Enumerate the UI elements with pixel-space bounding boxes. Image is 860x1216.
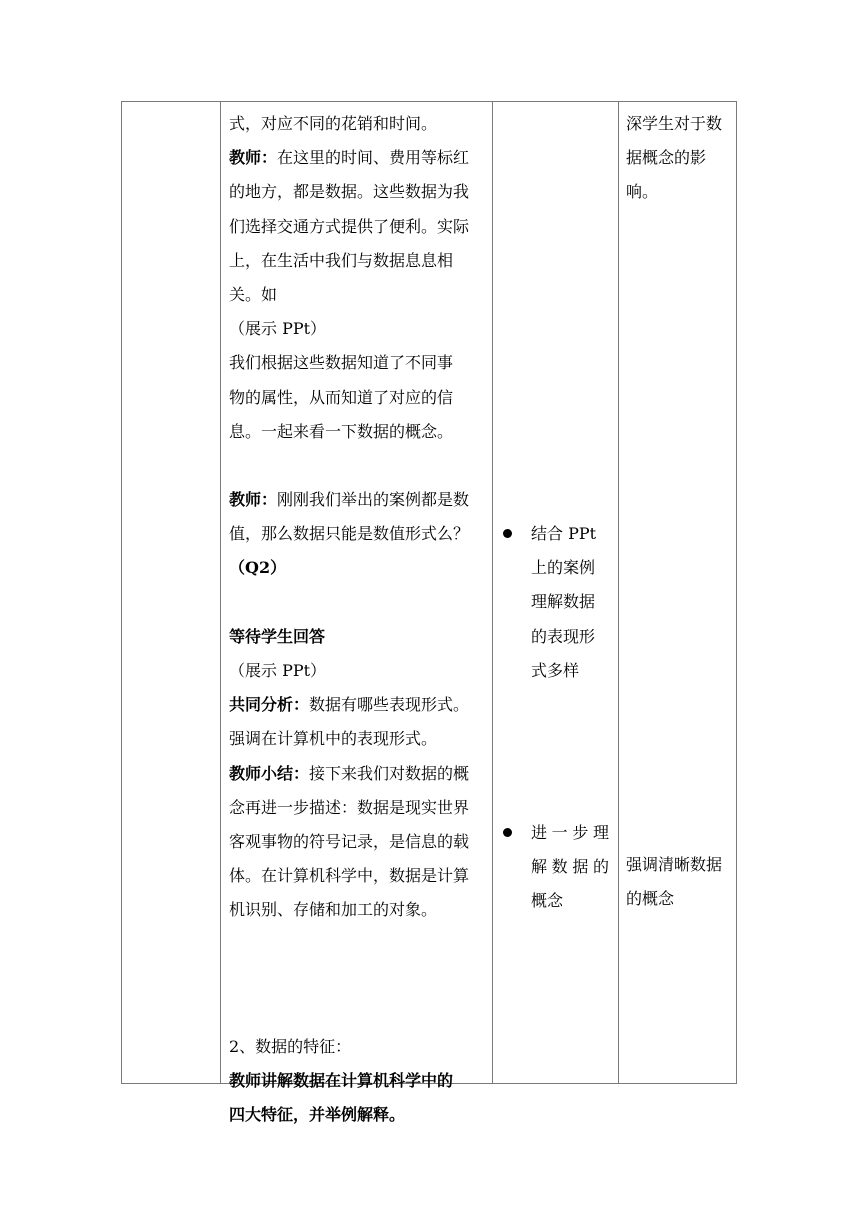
text-line: 念再进一步描述：数据是现实世界 xyxy=(229,797,470,817)
blank-line xyxy=(229,928,491,962)
text-line: 们选择交通方式提供了便利。实际 xyxy=(229,216,470,236)
blank-line xyxy=(229,586,491,620)
text-line: 响。 xyxy=(626,182,659,202)
text-line: 式，对应不同的花销和时间。 xyxy=(229,114,438,133)
text-line: 机识别、存储和加工的对象。 xyxy=(229,900,438,920)
text-line: （展示 PPt） xyxy=(229,319,327,339)
text-line: 强调清晰数据 xyxy=(626,855,723,874)
text-line: 2、数据的特征： xyxy=(229,1037,352,1057)
text-line xyxy=(229,688,491,722)
text-line: 理解数据 xyxy=(531,592,596,612)
text-line: 进一步理 xyxy=(531,823,609,842)
text-line: 深学生对于数 xyxy=(626,114,723,133)
text-line: 关。如 xyxy=(229,284,278,304)
text-line: 据概念的影 xyxy=(626,148,707,168)
speaker-label: 教师小结： xyxy=(229,763,310,783)
text-line: （展示 PPt） xyxy=(229,661,327,680)
text-line: 的表现形 xyxy=(531,626,596,646)
text-segment: 刚刚我们举出的案例都是数 xyxy=(277,490,470,510)
text-line: 教师讲解数据在计算机科学中的 xyxy=(229,1071,454,1091)
text-line: 上的案例 xyxy=(531,558,596,578)
text-line: 我们根据这些数据知道了不同事 xyxy=(229,353,454,373)
text-line: 结合 PPt xyxy=(531,524,597,543)
text-line: 物的属性，从而知道了对应的信 xyxy=(229,387,454,407)
text-line xyxy=(229,141,491,175)
column-divider xyxy=(220,102,221,1083)
text-line xyxy=(229,757,491,791)
design-intent-note xyxy=(626,848,734,916)
text-segment: 在这里的时间、费用等标红 xyxy=(277,148,470,168)
column-divider xyxy=(618,102,619,1083)
lesson-plan-table xyxy=(121,101,737,1125)
blank-line xyxy=(229,962,491,996)
text-line: 体。在计算机科学中，数据是计算 xyxy=(229,866,470,886)
text-line: 概念 xyxy=(531,891,564,911)
text-segment: 数据有哪些表现形式。 xyxy=(309,695,470,715)
text-line: 的地方，都是数据。这些数据为我 xyxy=(229,182,470,202)
text-line: 式多样 xyxy=(531,660,580,680)
text-line: 上，在生活中我们与数据息息相 xyxy=(229,250,454,270)
text-segment: 接下来我们对数据的概 xyxy=(309,763,470,783)
speaker-label: 教师： xyxy=(229,148,278,168)
text-line: 强调在计算机中的表现形式。 xyxy=(229,729,438,749)
bullet-text xyxy=(531,517,615,688)
text-line: 客观事物的符号记录，是信息的载 xyxy=(229,831,470,851)
text-line: 解数据的 xyxy=(531,857,609,877)
bullet-text xyxy=(531,816,609,919)
text-line: 的概念 xyxy=(626,889,675,909)
text-line: 息。一起来看一下数据的概念。 xyxy=(229,421,454,441)
speaker-label: 教师： xyxy=(229,490,278,510)
speaker-label: 共同分析： xyxy=(229,695,310,715)
blank-line xyxy=(229,996,491,1030)
text-line xyxy=(229,483,491,517)
column-divider xyxy=(492,102,493,1083)
blank-line xyxy=(229,449,491,483)
design-intent-cell xyxy=(626,102,734,210)
text-line: 值，那么数据只能是数值形式么？ xyxy=(229,524,470,544)
text-line: 等待学生回答 xyxy=(229,626,326,646)
teaching-process-cell xyxy=(229,102,491,1133)
bullet-dot-icon xyxy=(503,828,512,837)
text-line: 四大特征，并举例解释。 xyxy=(229,1105,406,1125)
text-line: （Q2） xyxy=(229,558,287,578)
bullet-dot-icon xyxy=(503,529,512,538)
